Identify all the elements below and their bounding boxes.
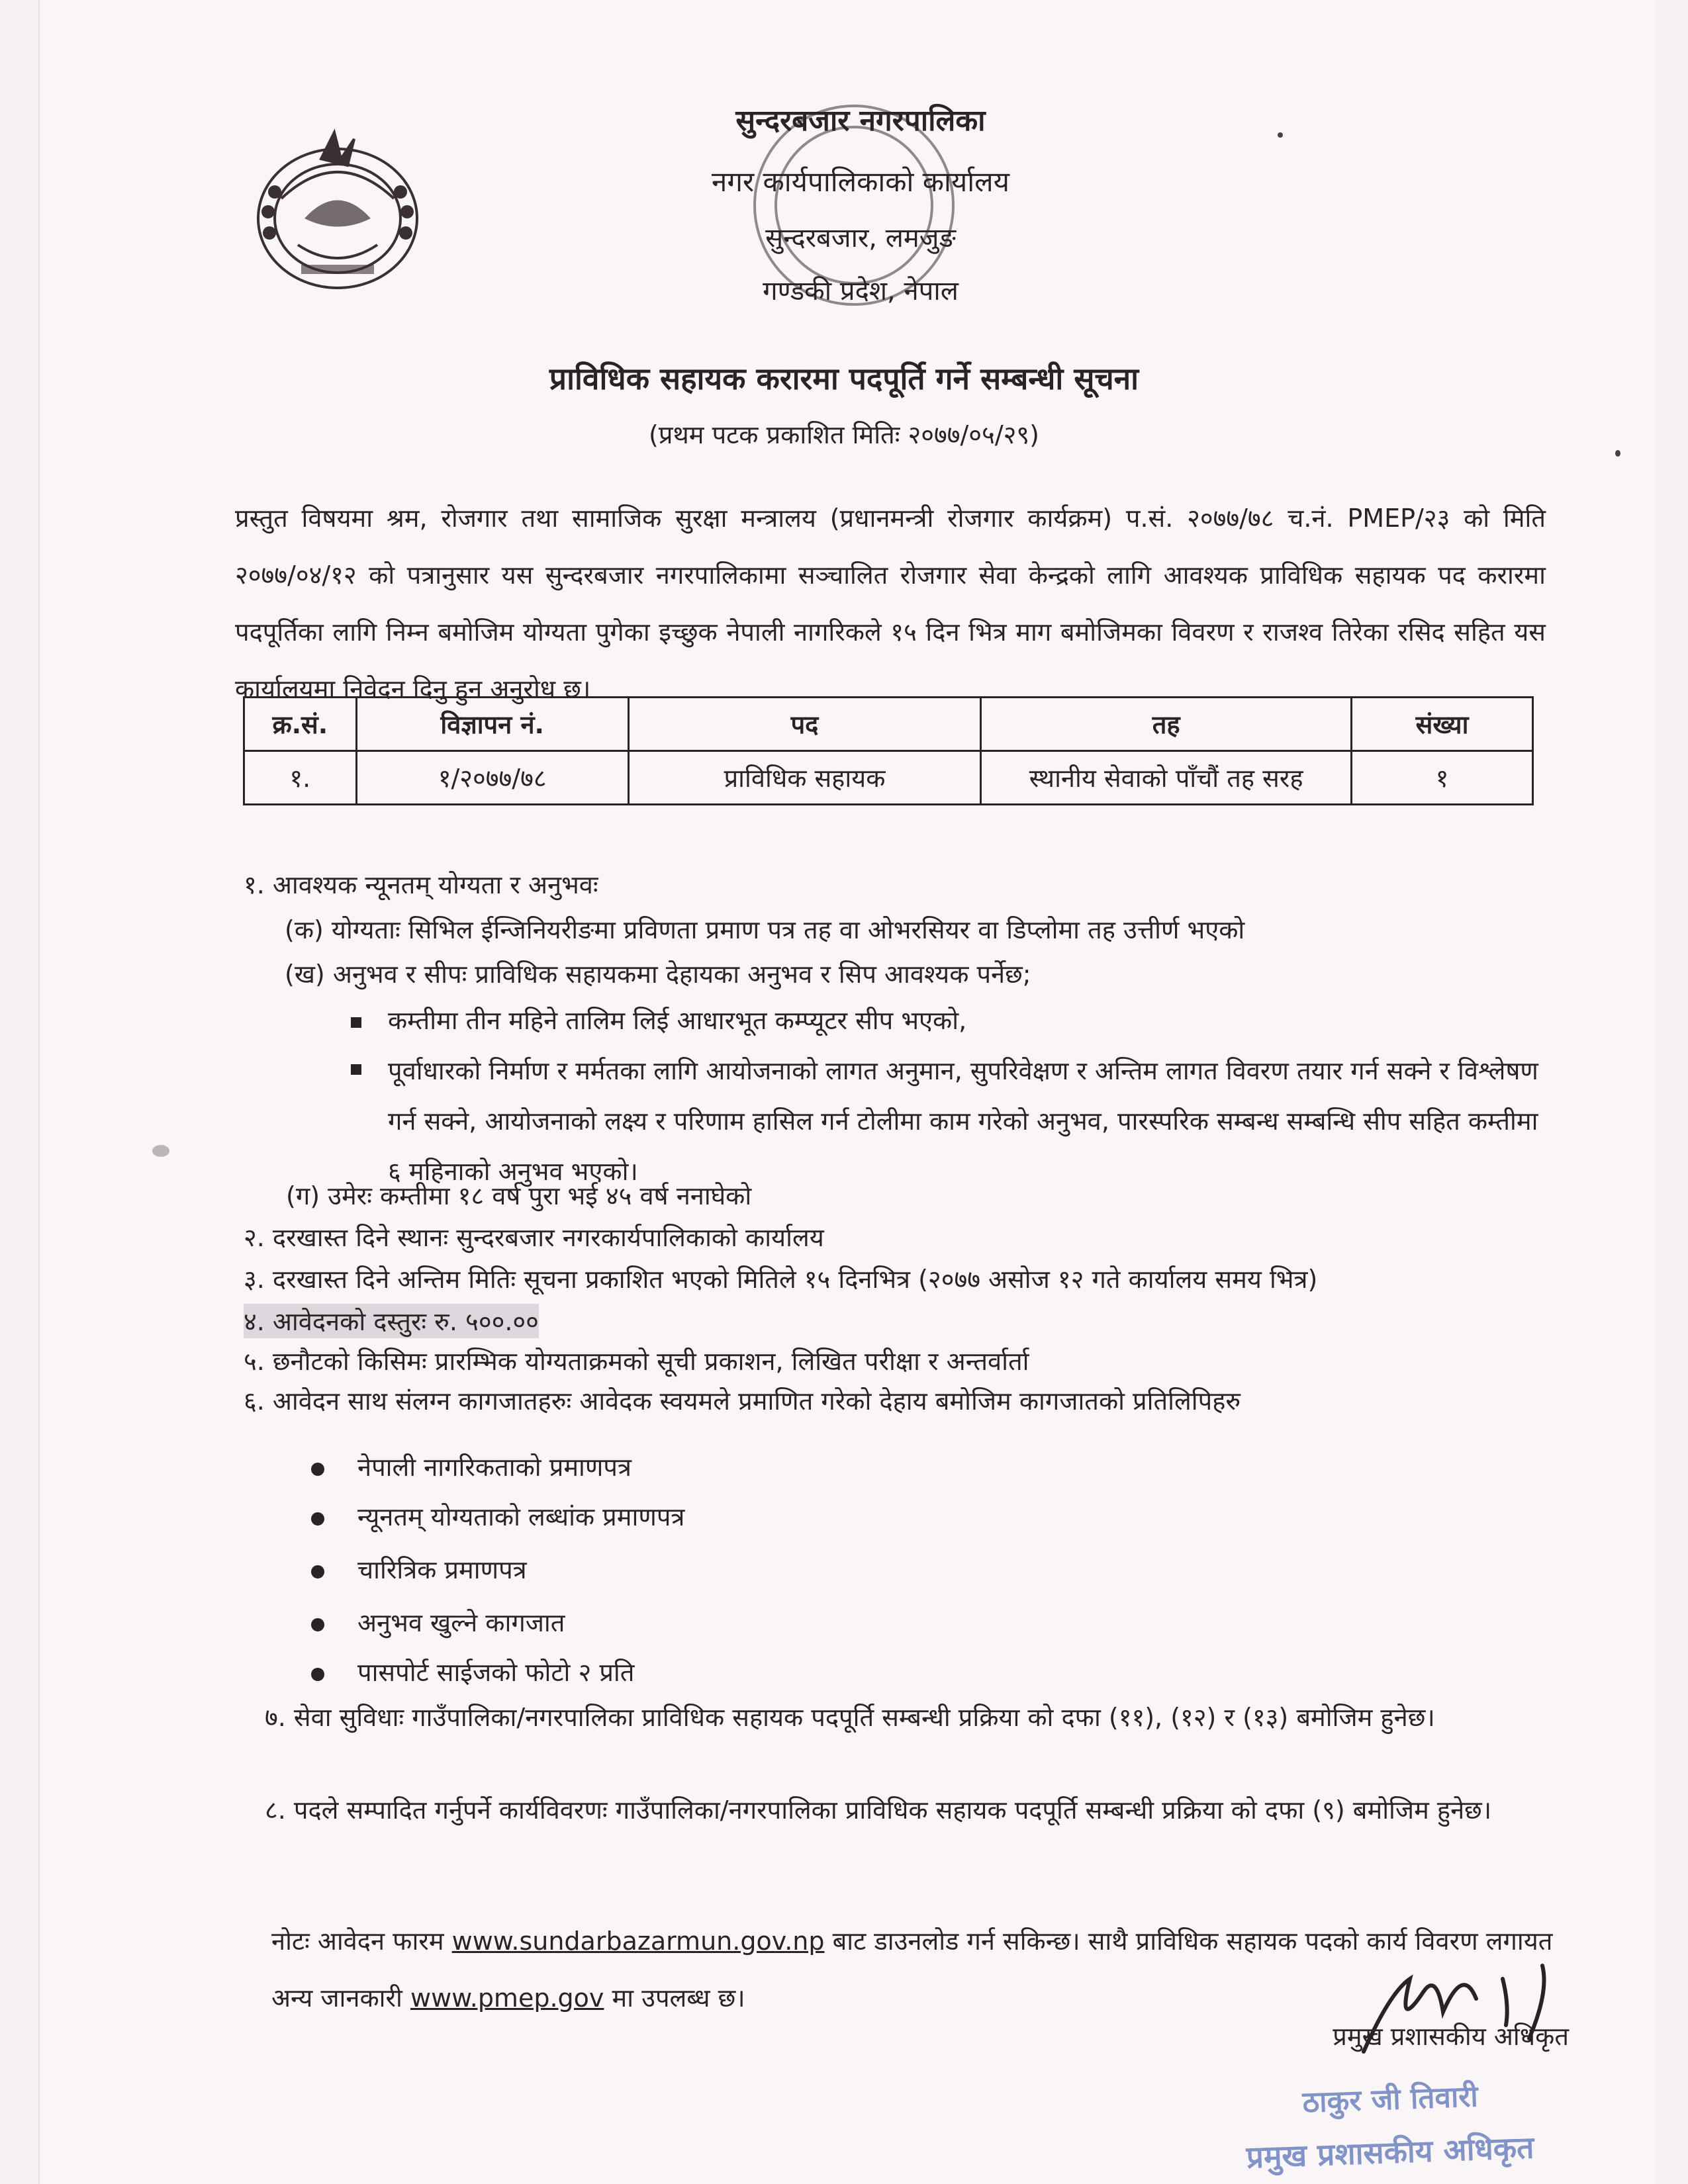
notice-date: (प्रथम पटक प्रकाशित मितिः २०७७/०५/२९) (649, 420, 1039, 449)
vacancy-table (243, 696, 1534, 805)
req-1-heading: १. आवश्यक न्यूनतम् योग्यता र अनुभवः (244, 870, 598, 899)
bullet-icon (311, 1668, 324, 1681)
signatory-stamp-name: ठाकुर जी तिवारी (1301, 2079, 1479, 2120)
ink-speck (152, 1145, 169, 1157)
office-address: सुन्दरबजार, लमजुङ (765, 223, 956, 253)
cell-ad-number: १/२०७७/७८ (356, 751, 628, 805)
doc-list-item: अनुभव खुल्ने कागजात (311, 1605, 565, 1639)
doc-list-item: न्यूनतम् योग्यताको लब्धांक प्रमाणपत्र (311, 1499, 684, 1533)
cell-serial: १. (244, 751, 357, 805)
req-8: ८. पदले सम्पादित गर्नुपर्ने कार्यविवरणः गाउँपालिका/नगरपालिका प्राविधिक सहायक पदपूर्ति सम्बन्धी प्रक्रिया को दफा (९) बमोजिम हुनेछ। (265, 1796, 1492, 1825)
bullet-icon (311, 1463, 324, 1476)
footer-note: नोटः आवेदन फारम www.sundarbazarmun.gov.np बाट डाउनलोड गर्न सकिन्छ। साथै प्राविधिक सहायक पदको कार्य विवरण लगायत अन्य जानकारी www.pmep.gov मा उपलब्ध छ। (271, 1927, 1553, 2013)
req-1-kha-item (351, 1003, 966, 1037)
req-5: ५. छनौटको किसिमः प्रारम्भिक योग्यताक्रमको सूची प्रकाशन, लिखित परीक्षा र अन्तर्वार्ता (244, 1347, 1029, 1376)
col-level: तह (981, 698, 1352, 751)
doc-list-item: पासपोर्ट साईजको फोटो २ प्रति (311, 1655, 634, 1689)
req-2: २. दरखास्त दिने स्थानः सुन्दरबजार नगरकार्यपालिकाको कार्यालय (244, 1223, 824, 1252)
nepal-emblem-icon (242, 119, 434, 298)
doc-list-item: नेपाली नागरिकताको प्रमाणपत्र (311, 1449, 632, 1484)
col-post: पद (628, 698, 981, 751)
col-serial: क्र.सं. (244, 698, 357, 751)
col-ad-number: विज्ञापन नं. (356, 698, 628, 751)
req-3: ३. दरखास्त दिने अन्तिम मितिः सूचना प्रकाशित भएको मितिले १५ दिनभित्र (२०७७ असोज १२ गते कार्यालय समय भित्र) (244, 1265, 1318, 1294)
signatory-title: प्रमुख प्रशासकीय अधिकृत (1333, 2022, 1569, 2051)
bullet-icon (311, 1565, 324, 1578)
office-subtitle: नगर कार्यपालिकाको कार्यालय (712, 165, 1009, 198)
req-1-kha-item (351, 1046, 1556, 1197)
notice-intro: प्रस्तुत विषयमा श्रम, रोजगार तथा सामाजिक सुरक्षा मन्त्रालय (प्रधानमन्त्री रोजगार कार्यक्रम) प.सं. २०७७/७८ च.नं. PMEP/२३ को मिति २०७७/०४/१२ को पत्रानुसार यस सुन्दरबजार नगरपालिकामा सञ्चालित रोजगार सेवा केन्द्रको लागि आवश्यक प्राविधिक सहायक पद करारमा पदपूर्तिका लागि निम्न बमोजिम योग्यता पुगेका इच्छुक नेपाली नागरिकले १५ दिन भित्र माग बमोजिमका विवरण र राजश्व तिरेका रसिद सहित यस कार्यालयमा निवेदन दिनु हुन अनुरोध छ। (235, 504, 1546, 704)
req-7: ७. सेवा सुविधाः गाउँपालिका/नगरपालिका प्राविधिक सहायक पदपूर्ति सम्बन्धी प्रक्रिया को दफा (११), (१२) र (१३) बमोजिम हुनेछ। (265, 1703, 1435, 1732)
notice-title: प्राविधिक सहायक करारमा पदपूर्ति गर्ने सम्बन्धी सूचना (549, 361, 1139, 396)
cell-post: प्राविधिक सहायक (628, 751, 981, 805)
signatory-stamp-title: प्रमुख प्रशासकीय अधिकृत (1245, 2129, 1535, 2175)
ink-speck (1615, 450, 1620, 457)
table-row (244, 751, 1533, 805)
req-1-kha: (ख) अनुभव र सीपः प्राविधिक सहायकमा देहायका अनुभव र सिप आवश्यक पर्नेछ; (285, 960, 1031, 989)
ink-speck (1278, 132, 1283, 138)
req-1-ga: (ग) उमेरः कम्तीमा १८ वर्ष पुरा भई ४५ वर्ष ननाघेको (286, 1181, 752, 1210)
office-province: गण्डकी प्रदेश, नेपाल (763, 276, 959, 306)
table-header-row (244, 698, 1533, 751)
square-bullet-icon (351, 1017, 361, 1028)
bullet-icon (311, 1512, 324, 1525)
office-name: सुन्दरबजार नगरपालिका (735, 104, 986, 138)
square-bullet-icon (351, 1064, 361, 1075)
doc-list-item: चारित्रिक प्रमाणपत्र (311, 1552, 527, 1586)
req-6: ६. आवेदन साथ संलग्न कागजातहरुः आवेदक स्वयमले प्रमाणित गरेको देहाय बमोजिम कागजातको प्रतिलिपिहरु (244, 1387, 1241, 1416)
website-link[interactable]: www.sundarbazarmun.gov.np (451, 1927, 825, 1956)
req-1-ka: (क) योग्यताः सिभिल ईन्जिनियरीङमा प्रविणता प्रमाण पत्र तह वा ओभरसियर वा डिप्लोमा तह उत्तीर्ण भएको (285, 915, 1245, 944)
pmep-link[interactable]: www.pmep.gov (410, 1983, 604, 2013)
req-1-kha-b2: पूर्वाधारको निर्माण र मर्मतका लागि आयोजनाको लागत अनुमान, सुपरिवेक्षण र अन्तिम लागत विवरण तयार गर्न सक्ने र विश्लेषण गर्न सक्ने, आयोजनाको लक्ष्य र परिणाम हासिल गर्न टोलीमा काम गरेको अनुभव, पारस्परिक सम्बन्ध सम्बन्धि सीप सहित कम्तीमा ६ महिनाको अनुभव भएको। (388, 1056, 1538, 1186)
cell-level: स्थानीय सेवाको पाँचौं तह सरह (981, 751, 1352, 805)
req-4: ४. आवेदनको दस्तुरः रु. ५००.०० (244, 1304, 539, 1338)
req-1-kha-b1: कम्तीमा तीन महिने तालिम लिई आधारभूत कम्प्यूटर सीप भएको, (388, 1006, 967, 1035)
bullet-icon (311, 1618, 324, 1631)
col-count: संख्या (1352, 698, 1533, 751)
cell-count: १ (1352, 751, 1533, 805)
